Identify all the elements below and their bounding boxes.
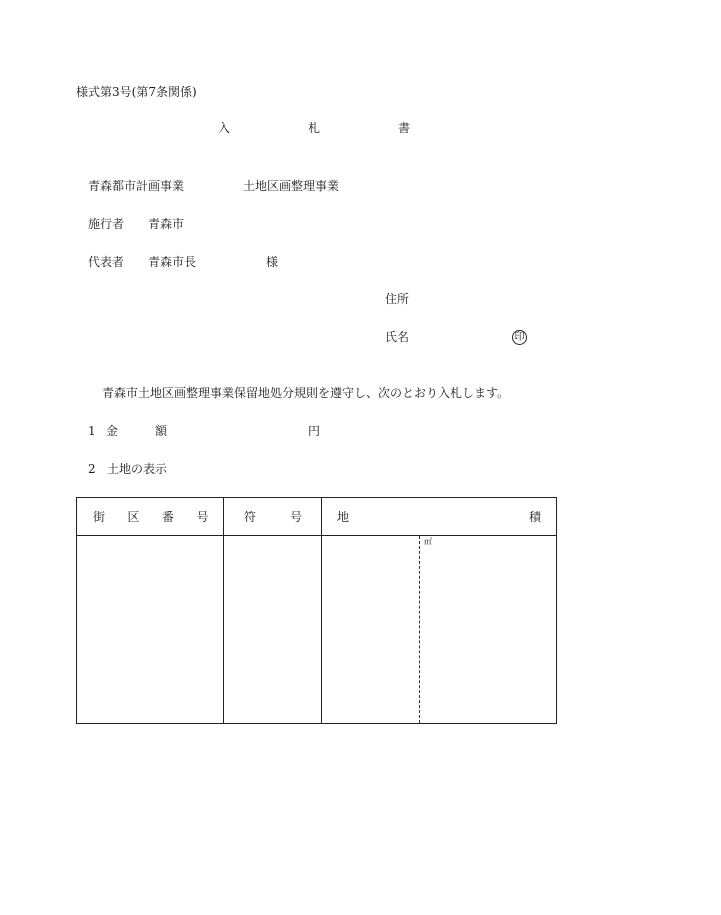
representative-value: 青森市長 (148, 255, 197, 269)
land-label: 土地の表示 (107, 462, 168, 476)
operator-value: 青森市 (148, 217, 185, 231)
header-cell-code (224, 498, 337, 536)
operator-label: 施行者 (88, 217, 125, 231)
amount-label: 金額 (106, 424, 205, 438)
amount-number: 1 (88, 424, 96, 438)
form-number: 様式第3号(第7条関係) (76, 85, 197, 99)
header-code: 符号 (244, 510, 337, 524)
cell-area-decimal (420, 536, 556, 723)
statement: 青森市土地区画整理事業保留地処分規則を遵守し、次のとおり入札します。 (102, 386, 510, 400)
name-label: 氏名 (385, 330, 410, 344)
cell-block-number (77, 536, 224, 723)
cell-code (224, 536, 322, 723)
area-unit: ㎡ (424, 537, 432, 546)
representative-label: 代表者 (88, 255, 125, 269)
honorific: 様 (266, 255, 279, 269)
land-number: 2 (88, 462, 96, 476)
header-cell-block-number (77, 498, 232, 536)
address-label: 住所 (385, 292, 410, 306)
page-title: 入札書 (218, 121, 489, 135)
seal-mark: 印 (512, 330, 527, 345)
amount-unit: 円 (308, 424, 321, 438)
header-area: 地積 (337, 510, 721, 524)
project-type: 土地区画整理事業 (243, 179, 340, 193)
header-cell-area (322, 498, 721, 536)
project-name: 青森都市計画事業 (88, 179, 185, 193)
cell-area-integer (322, 536, 420, 723)
land-table (76, 497, 721, 724)
header-block-number: 街区番号 (93, 510, 232, 524)
